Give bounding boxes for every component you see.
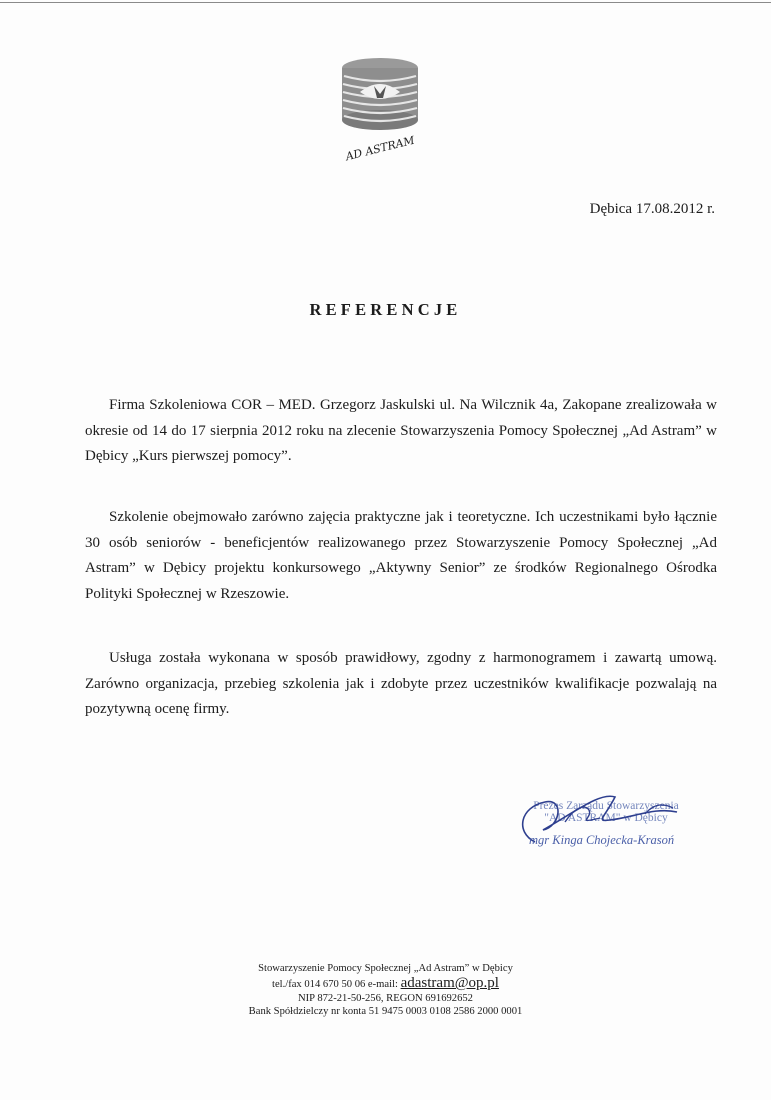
- page-top-rule: [0, 2, 771, 3]
- document-title: REFERENCJE: [309, 300, 462, 319]
- paragraph-3: [85, 646, 717, 748]
- stamp-line-1: Prezes Zarządu Stowarzyszenia: [533, 800, 679, 812]
- ad-astram-logo: [330, 48, 430, 163]
- footer-phone: tel./fax 014 670 50 06 e-mail:: [272, 979, 401, 991]
- paragraph-text: Firma Szkoleniowa COR – MED. Grzegorz Jaskulski ul. Na Wilcznik 4a, Zakopane zrealizowała w okresie od 14 do 17 sierpnia 2012 roku na zlecenie Stowarzyszenia Pomocy Społecznej „Ad Astram” w Dębicy „Kurs pierwszej pomocy”.: [85, 397, 717, 464]
- svg-text:AD ASTRAM: AD ASTRAM: [344, 133, 416, 163]
- signature-block: [505, 772, 690, 857]
- footer-contact: [0, 977, 771, 991]
- footer-email-link[interactable]: adastram@op.pl: [400, 975, 499, 992]
- stamp-line-2: "AD ASTRAM" w Dębicy: [544, 812, 668, 824]
- logo-emblem-icon: [330, 48, 430, 163]
- paragraph-2: [85, 505, 717, 632]
- footer-tax-ids: NIP 872-21-50-256, REGON 691692652: [298, 992, 473, 1004]
- paragraph-text: Usługa została wykonana w sposób prawidłowy, zgodny z harmonogramem i zawartą umową. Zarówno organizacja, przebieg szkolenia jak i zdobyte przez uczestników kwalifikacje pozwalają na pozytywną ocenę firmy.: [85, 650, 717, 717]
- paragraph-text: Szkolenie obejmowało zarówno zajęcia praktyczne jak i teoretyczne. Ich uczestnikami było łącznie 30 osób seniorów - beneficjentów realizowanego przez Stowarzyszenie Pomocy Społecznej „Ad Astram” w Dębicy projektu konkursowego „Aktywny Senior” ze środków Regionalnego Ośrodka Polityki Społecznej w Rzeszowie.: [85, 509, 717, 602]
- footer-bank-account: Bank Spółdzielczy nr konta 51 9475 0003 0108 2586 2000 0001: [248, 1005, 523, 1017]
- paragraph-1: [85, 393, 717, 495]
- document-date: Dębica 17.08.2012 r.: [589, 201, 715, 217]
- footer-organization: Stowarzyszenie Pomocy Społecznej „Ad Astram” w Dębicy: [258, 963, 513, 974]
- letterhead-footer: [0, 962, 771, 1018]
- signatory-name: mgr Kinga Chojecka-Krasoń: [529, 833, 675, 847]
